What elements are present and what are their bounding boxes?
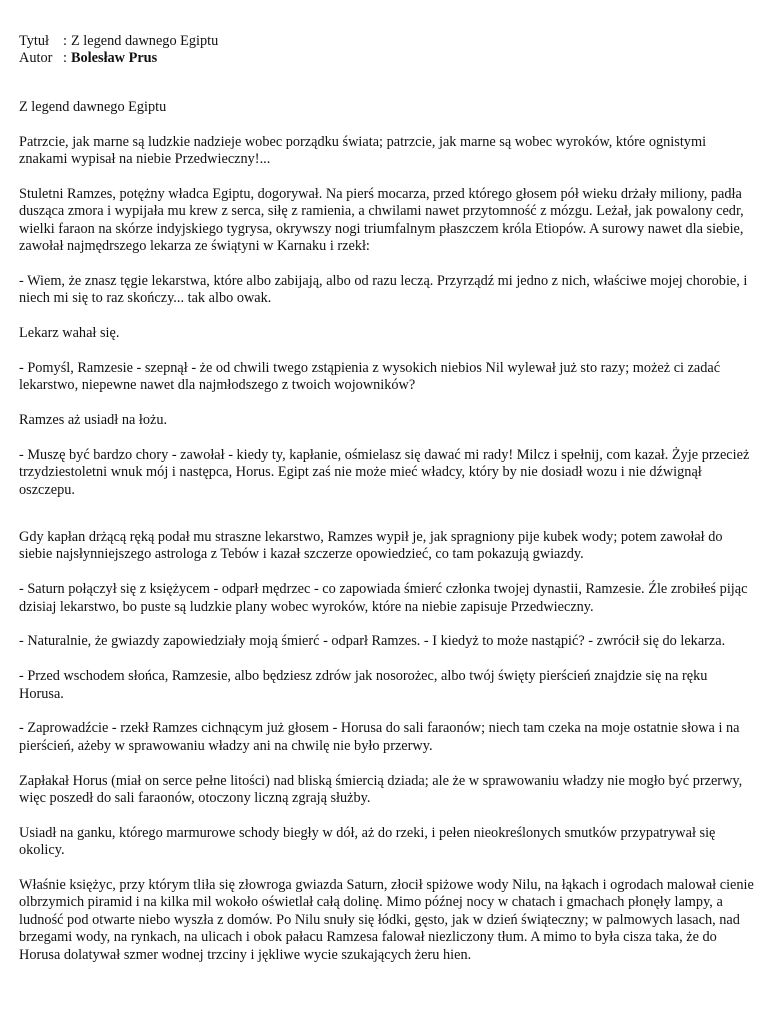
paragraph: - Muszę być bardzo chory - zawołał - kiedy ty, kapłanie, ośmielasz się dawać mi rady! Milcz i spełnij, com kazał. Żyje przecież trzydziestoletni wnuk mój i następca, Horus. Egipt zaś nie może mieć władcy, który by nie dosiadł wozu i nie dźwignął oszczepu. <box>19 446 750 498</box>
paragraph: - Saturn połączył się z księżycem - odparł mędrzec - co zapowiada śmierć członka twojej dynastii, Ramzesie. Źle zrobiłeś pijąc dzisiaj lekarstwo, bo puste są ludzkie plany wobec wyroków, które na niebie zapisuje Przedwieczny. <box>19 581 748 615</box>
paragraph: Patrzcie, jak marne są ludzkie nadzieje wobec porządku świata; patrzcie, jak marne są wobec wyroków, które ognistymi znakami wypisał na niebie Przedwieczny!... <box>19 133 707 168</box>
title-meta-row <box>19 33 754 50</box>
author-label: Autor <box>19 50 53 67</box>
paragraph: Stuletni Ramzes, potężny władca Egiptu, dogorywał. Na pierś mocarza, przed którego głosem pół wieku drżały miliony, padła dusząca zmora i wypijała mu krew z serca, siłę z ramienia, a chwilami nawet przytomność z mózgu. Leżał, jak powalony cedr, wielki faraon na skórze indyjskiego tygrysa, okrywszy nogi triumfalnym płaszczem króla Etiopów. A surowy nawet dla siebie, zawołał najmędrszego lekarza ze świątyni w Karnaku i rzekł: <box>19 185 744 255</box>
paragraph: Lekarz wahał się. <box>19 325 120 342</box>
paragraph: Ramzes aż usiadł na łożu. <box>19 412 168 429</box>
author-meta-row <box>19 50 754 67</box>
paragraph: Właśnie księżyc, przy którym tliła się złowroga gwiazda Saturn, złocił spiżowe wody Nilu, na łąkach i ogrodach malował cienie olbrzymich piramid i na kilka mil wokoło oświetlał całą dolinę. Mimo późnej nocy w chatach i gmachach płonęły lampy, a ludność pod otwarte niebo wyszła z domów. Po Nilu snuły się łódki, gęsto, jak w dzień świąteczny; w palmowych lasach, nad brzegami wody, na rynkach, na ulicach i obok pałacu Ramzesa falował niezliczony tłum. A mimo to była cisza taka, że do Horusa dolatywał szmer wodnej trzciny i jękliwe wycie szukających żeru hien. <box>19 877 754 963</box>
paragraph: Usiadł na ganku, którego marmurowe schody biegły w dół, aż do rzeki, i pełen nieokreślonych smutków przypatrywał się okolicy. <box>19 824 716 859</box>
paragraph: - Przed wschodem słońca, Ramzesie, albo będziesz zdrów jak nosorożec, albo twój święty pierścień znajdzie się na ręku Horusa. <box>19 668 708 702</box>
author-separator: : <box>63 50 67 67</box>
title-value: Z legend dawnego Egiptu <box>71 33 219 49</box>
title-label: Tytuł <box>19 33 49 49</box>
document-page <box>19 33 754 964</box>
paragraph: - Naturalnie, że gwiazdy zapowiedziały moją śmierć - odparł Ramzes. - I kiedyż to może nastąpić? - zwrócił się do lekarza. <box>19 633 726 650</box>
title-separator: : <box>63 33 67 49</box>
document-title: Z legend dawnego Egiptu <box>19 98 167 115</box>
paragraph: - Wiem, że znasz tęgie lekarstwa, które albo zabijają, albo od razu leczą. Przyrządź mi jedno z nich, właściwe mojej chorobie, i niech mi się to raz skończy... tak albo owak. <box>19 272 748 307</box>
author-value: Bolesław Prus <box>71 50 158 67</box>
paragraph: - Pomyśl, Ramzesie - szepnął - że od chwili twego zstąpienia z wysokich niebios Nil wylewał już sto razy; możeż ci zadać lekarstwo, niepewne nawet dla najmłodszego z twoich wojowników? <box>19 359 721 394</box>
paragraph: Zapłakał Horus (miał on serce pełne litości) nad bliską śmiercią dziada; ale że w sprawowaniu władzy nie mogło być przerwy, więc poszedł do sali faraonów, otoczony liczną zgrają służby. <box>19 772 743 807</box>
paragraph: Gdy kapłan drżącą ręką podał mu straszne lekarstwo, Ramzes wypił je, jak spragniony pije kubek wody; potem zawołał do siebie najsłynniejszego astrologa z Tebów i kazał szczerze opowiedzieć, co tam pokazują gwiazdy. <box>19 529 723 563</box>
paragraph: - Zaprowadźcie - rzekł Ramzes cichnącym już głosem - Horusa do sali faraonów; niech tam czeka na moje ostatnie słowa i na pierścień, ażeby w sprawowaniu władzy ani na chwilę nie było przerwy. <box>19 720 740 754</box>
